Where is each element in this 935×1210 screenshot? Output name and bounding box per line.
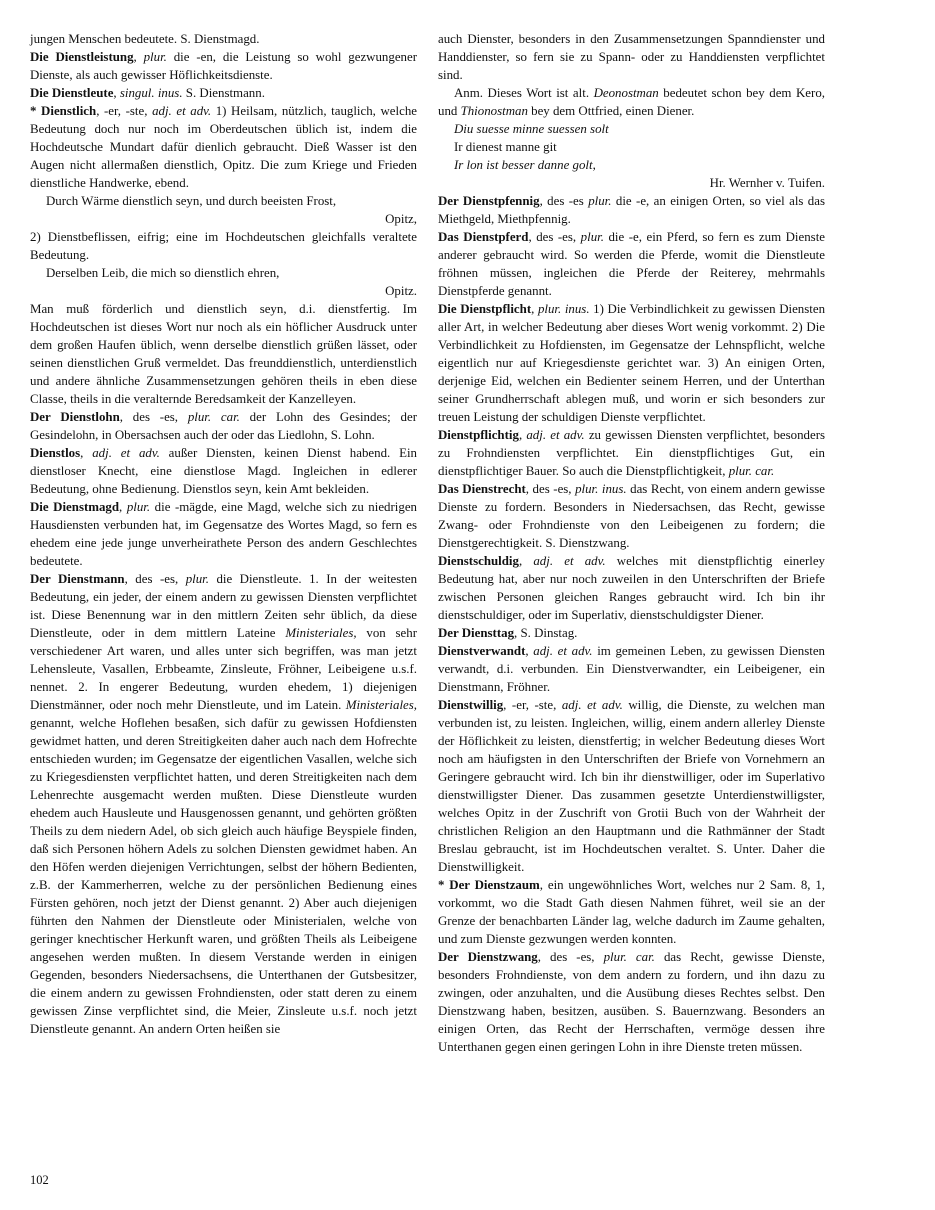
headword: Der Dienstzaum: [449, 878, 540, 892]
headword: Dienstlos: [30, 446, 81, 460]
entry-continuation: auch Dienster, besonders in den Zusammensetzungen Spanndienster und Handdienster, so fern sie zu Spann- oder zu Handdiensten verpflichtet sind.: [438, 32, 825, 82]
left-column: [30, 30, 417, 1038]
entry-dienstmagd: Die Dienstmagd, plur. die -mägde, eine Magd, welche sich zu niedrigen Hausdiensten verbunden hat, im Gegensatze des Wortes Magd, so fern es ehedem eine jede junge unverheirathete Person des andern Geschlechtes bedeutete.: [30, 500, 417, 568]
entry-dienstlohn: Der Dienstlohn, des -es, plur. car. der Lohn des Gesindes; der Gesindelohn, in Obersachsen auch der oder das Liedlohn, S. Lohn.: [30, 410, 418, 442]
entry-annotation: Anm. Dieses Wort ist alt. Deonostman bedeutet schon bey dem Kero, und Thionostman bey dem Ottfried, einen Diener.: [438, 86, 825, 118]
quote-source: Opitz,: [385, 212, 417, 226]
quote-line: Derselben Leib, die mich so dienstlich ehren,: [46, 266, 280, 280]
headword: Der Dienstzwang: [438, 950, 538, 964]
quote-source: Opitz.: [385, 284, 417, 298]
entry-paragraph: Man muß förderlich und dienstlich seyn, d.i. dienstfertig. Im Hochdeutschen ist dieses Wort nur noch als ein höflicher Ausdruck unter dem großen Haufen üblich, wenn derselbe dienstlich grüßen lässet, oder seinen dienstlichen Gruß vermeldet. Das freunddienstlich, unterdienstlich und andere ähnliche Zusammensetzungen gehören theils in eben diese Classe, theils in die veralternde Beredsamkeit der Kanzelleyen.: [30, 302, 417, 406]
entry-dienstleute: Die Dienstleute, singul. inus. S. Dienstmann.: [30, 86, 265, 100]
entry-dienstpflicht: Die Dienstpflicht, plur. inus. 1) Die Verbindlichkeit zu gewissen Diensten aller Art, in welcher Bedeutung aber dieses Wort wenig vorkommt. 2) Die Verbindlichkeit zu Hofdiensten, im Gegensatze der Lehnspflicht, welche eigentlich nur auf Kriegesdienste gerichtet war. 3) An einigen Orten, derjenige Eid, welchen ein Bedienter seinem Herren, und der Unterthan seiner Grundherrschaft ablegen muß, und worin er sich besonders zur treuen Leistung der schuldigen Dienste verpflichtet.: [438, 302, 826, 424]
entry-diensttag: Der Diensttag, S. Dinstag.: [438, 626, 578, 640]
entry-continuation: jungen Menschen bedeutete. S. Dienstmagd.: [30, 32, 260, 46]
entry-dienstverwandt: Dienstverwandt, adj. et adv. im gemeinen Leben, zu gewissen Diensten verwandt, d.i. verbunden. Ein Dienstverwandter, ein Leibeigener, ein Dienstmann, Fröhner.: [438, 644, 825, 694]
entry-dienstleistung: Die Dienstleistung, plur. die -en, die Leistung so wohl gezwungener Dienste, als auch gewisser Höflichkeitsdienste.: [30, 50, 417, 82]
headword: Dienstschuldig: [438, 554, 519, 568]
entry-dienstpfennig: Der Dienstpfennig, des -es plur. die -e, an einigen Orten, so viel als das Miethgeld, Miethpfennig.: [438, 194, 825, 226]
headword: Die Dienstpflicht: [438, 302, 532, 316]
entry-dienstlos: Dienstlos, adj. et adv. außer Diensten, keinen Dienst habend. Ein dienstloser Knecht, eine dienstlose Magd. Ingleichen in edlerer Bedeutung, ohne Bedienung. Dienstlos seyn, kein Amt bekleiden.: [30, 446, 418, 496]
entry-dienstpflichtig: Dienstpflichtig, adj. et adv. zu gewissen Diensten verpflichtet, besonders zu Frohndiensten verpflichtet. Ein dienstpflichtiges Gut, ein dienstpflichtiger Bauer. So auch die Dienstpflichtigkeit, plur. car.: [438, 428, 826, 478]
headword: Dienstverwandt: [438, 644, 526, 658]
entry-dienstschuldig: Dienstschuldig, adj. et adv. welches mit dienstpflichtig einerley Bedeutung hat, aber nur noch zuweilen in den Unterschriften der Briefe zwischen Personen gleichen Ranges gebraucht wird. Ich bin ihr dienstschuldiger, oder im Superlativ, dienstschuldigster Diener.: [438, 554, 825, 622]
headword: Dienstpflichtig: [438, 428, 519, 442]
entry-paragraph: 2) Dienstbeflissen, eifrig; eine im Hochdeutschen gleichfalls veraltete Bedeutung.: [30, 230, 417, 262]
entry-dienstmann: Der Dienstmann, des -es, plur. die Dienstleute. 1. In der weitesten Bedeutung, ein jeder, der einem andern zu gewissen Diensten verpflichtet ist. Diese Benennung war in den mittlern Zeiten sehr üblich, da diese Dienstleute, oder in dem mittlern Lateine Ministeriales, von sehr verschiedener Art waren, und alles unter sich begriffen, was man jetzt Lehensleute, Vasallen, Erbbeamte, Zinsleute, Fröhner, Leibeigene u.s.f. nennet. 2. In engerer Bedeutung, wurden ehedem, 1) diejenigen Dienstmänner, oder noch mehr Dienstleute, und im Latein. Ministeriales, genannt, welche Hoflehen besaßen, sich dafür zu gewissen Hofdiensten gewidmet hatten, und deren Streitigkeiten daher auch nach dem Hofrechte entschieden wurden; im Gegensatze der eigentlichen Vasallen, welche sich zu Kriegesdiensten verpflichtet hatten, und deren Streitigkeiten nach dem Lehenrechte ausgemacht werden mußten. Diese Dienstleute wurden ehedem auch Hausleute und Hausgenossen genannt, und gehörten größten Theils zu dem niedern Adel, ob sich gleich auch häufige Beyspiele finden, daß sich Personen höhern Adels zu solchen Diensten gewidmet haben. An den Höfen werden diejenigen Verrichtungen, selbst der höhern Bedienten, z.B. der Kammerherren, welche zu der persönlichen Bedienung eines Fürsten gehören, noch jetzt der Dienst genannt. 2) Aber auch diejenigen führten den Nahmen der Dienstleute oder Ministerialen, welche von geringer knechtischer Herkunft waren, und größten Theils als Leibeigene angesehen werden mußten. In diesem Verstande werden in einigen Gegenden, besonders Niedersachsens, die Unterthanen der Gutsbesitzer, die einem andern zu gewissen Frohndiensten, oder statt deren zu einem gewissen Zinse verpflichtet sind, die Meier, Zinsleute u.s.f. noch jetzt Dienstleute genannt. An andern Orten heißen sie: [30, 572, 418, 1036]
entry-dienstlich: * Dienstlich, -er, -ste, adj. et adv. 1) Heilsam, nützlich, tauglich, welche Bedeutung doch nur noch im Oberdeutschen üblich ist, indem die Hochdeutsche Mundart dafür dienlich gebraucht. Dieß Wasser ist den Augen nicht allermaßen dienstlich, Opitz. Die zum Kriege und Frieden dienstliche Handwerke, ebend.: [30, 104, 417, 190]
headword: Die Dienstleistung: [30, 50, 134, 64]
entry-dienstpferd: Das Dienstpferd, des -es, plur. die -e, ein Pferd, so fern es zum Dienste anderer gebraucht wird. So werden die Pferde, womit die Dienstleute fröhnen müssen, ingleichen die Pferde der Reiterey, mehrmahls Dienstpferde genannt.: [438, 230, 826, 298]
verse-line: Ir dienest manne git: [454, 140, 557, 154]
verse-line: Diu suesse minne suessen solt: [454, 122, 609, 136]
entry-dienstwillig: Dienstwillig, -er, -ste, adj. et adv. willig, die Dienste, zu welchen man verbunden ist, zu leisten. Ingleichen, willig, einem andern allerley Dienste der Höflichkeit zu leisten, dienstfertig; in welcher Bedeutung dieses Wort noch am häufigsten in den Unterschriften der Briefe von Vornehmern an Geringere gebraucht wird. Ich bin ihr dienstwilliger, oder im Superlativo dienstwilligster Diener. Das zusammen gesetzte Unterdienstwilligster, welches Opitz in der Zuschrift von Grotii Buch von der Wahrheit der christlichen Religion an den Hauptmann und die Rathmänner der Stadt Breslau gebraucht, ist im Hochdeutschen veraltet. S. Unter. Daher die Dienstwilligkeit.: [438, 698, 825, 874]
headword: Dienstwillig: [438, 698, 504, 712]
headword: Der Diensttag: [438, 626, 515, 640]
page-number: 102: [30, 1173, 49, 1187]
entry-dienstrecht: Das Dienstrecht, des -es, plur. inus. das Recht, von einem andern gewisse Dienste zu fordern. Besonders in Niedersachsen, das Recht, gewisse Zwang- oder Frohndienste von den Leibeigenen zu fordern; die Dienstgerechtigkeit. S. Dienstzwang.: [438, 482, 825, 550]
verse-line: Ir lon ist besser danne golt,: [454, 158, 596, 172]
headword: Der Dienstpfennig: [438, 194, 540, 208]
headword: Der Dienstlohn: [30, 410, 120, 424]
headword: Die Dienstmagd: [30, 500, 120, 514]
right-column: [438, 30, 825, 1056]
entry-dienstzwang: Der Dienstzwang, des -es, plur. car. das Recht, gewisse Dienste, besonders Frohndienste, von dem andern zu fordern, und ihn dazu zu zwingen, oder anzuhalten, und die Ausübung dieses Rechtes selbst. Den Dienstzwang haben, besitzen, ausüben. S. Bauernzwang. Besonders an einigen Orten, das Recht der Herrschaften, vermöge dessen ihre Unterthanen gegen einen geringen Lohn in ihre Dienste treten müssen.: [438, 950, 826, 1054]
headword: Das Dienstpferd: [438, 230, 529, 244]
headword: Der Dienstmann: [30, 572, 125, 586]
headword: Das Dienstrecht: [438, 482, 526, 496]
headword: Dienstlich: [41, 104, 97, 118]
entry-dienstzaum: * Der Dienstzaum, ein ungewöhnliches Wort, welches nur 2 Sam. 8, 1, vorkommt, wo die Stadt Gath diesen Nahmen führet, weil sie an der Grenze der benachbarten Länder lag, welche dadurch im Zaume gehalten, und zum Dienste gezwungen werden konnten.: [438, 878, 826, 946]
verse-source: Hr. Wernher v. Tuifen.: [709, 176, 825, 190]
quote-line: Durch Wärme dienstlich seyn, und durch beeisten Frost,: [46, 194, 337, 208]
headword: Die Dienstleute: [30, 86, 114, 100]
